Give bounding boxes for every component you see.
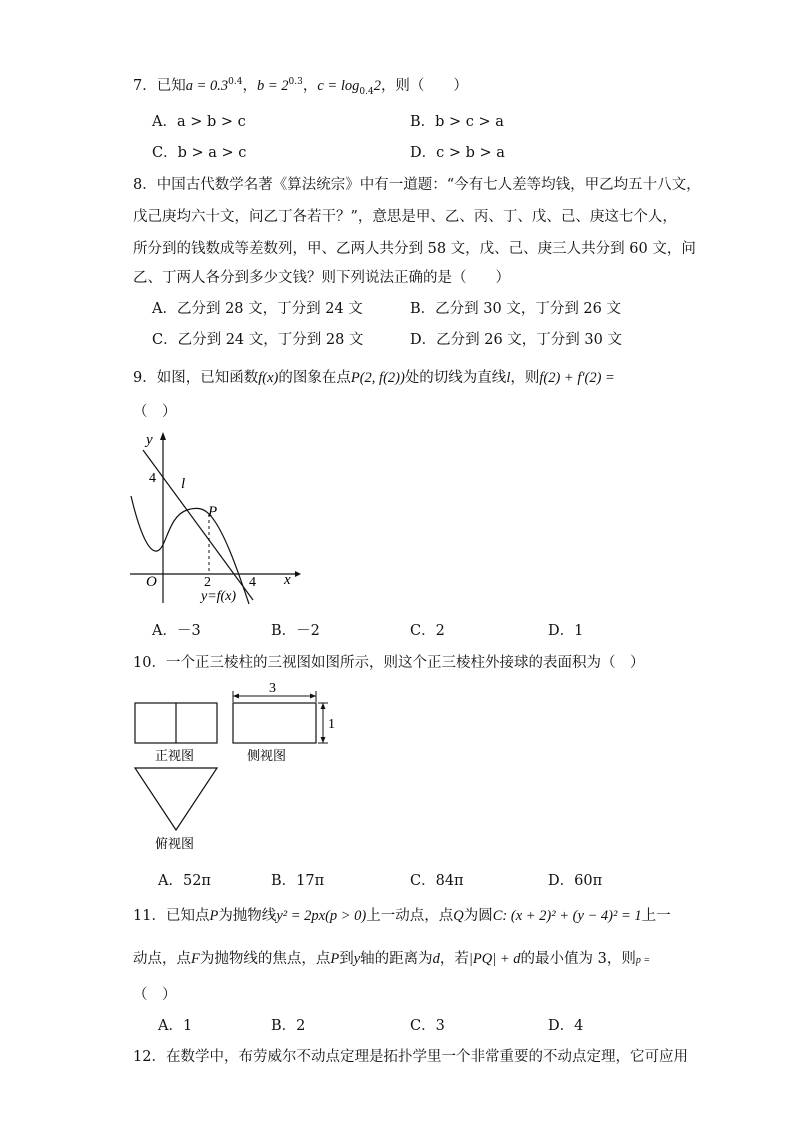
q11-expr: |PQ| + d	[468, 951, 521, 967]
graph-l-label: l	[181, 476, 186, 492]
q10-option-c[interactable]: C．84π	[410, 873, 464, 889]
q7-expr-b: b = 2	[256, 78, 289, 94]
q11-option-b[interactable]: B．2	[271, 1018, 306, 1034]
q9-stem	[133, 366, 615, 387]
q11-text-k: 的最小值为 3，则	[520, 951, 636, 967]
q7-sub-c: 0.4	[359, 86, 374, 97]
q7-option-d[interactable]: D．c > b > a	[410, 145, 505, 161]
q7-option-b[interactable]: B．b > c > a	[410, 114, 504, 130]
graph-y-label: y	[146, 432, 153, 448]
q11-p: P	[209, 908, 219, 924]
q12-line-1: 12．在数学中，布劳威尔不动点定理是拓扑学里一个非常重要的不动点定理，它可应用	[133, 1049, 688, 1065]
q8-line-3: 所分到的钱数成等差数列，甲、乙两人共分到 58 文，戊、己、庚三人共分到 60 文，问	[133, 241, 696, 257]
q11-f: F	[191, 951, 200, 967]
dim-width-label: 3	[269, 681, 276, 696]
q11-text-g: 为抛物线的焦点，点	[199, 951, 331, 967]
graph-tick-y4: 4	[149, 471, 156, 486]
top-view-triangle	[135, 768, 217, 830]
q7-option-a[interactable]: A．a > b > c	[152, 114, 246, 130]
graph-tick-x4: 4	[249, 575, 256, 590]
q10-option-b[interactable]: B．17π	[271, 873, 325, 889]
q9-expr: f(2) + f′(2) =	[539, 370, 615, 386]
x-axis-arrow-icon	[295, 571, 301, 577]
q11-circle: C: (x + 2)² + (y − 4)² = 1	[492, 908, 642, 924]
q7-stem-text: 7．已知	[133, 78, 186, 94]
q7-sep1: ，	[242, 78, 257, 94]
side-view-rect	[233, 703, 316, 743]
q9-option-c[interactable]: C．2	[410, 623, 445, 639]
q11-option-d[interactable]: D．4	[548, 1018, 584, 1034]
q9-point: P(2, f(2))	[350, 370, 405, 386]
q11-yaxis: y	[353, 951, 361, 967]
q7-sep2: ，	[302, 78, 318, 94]
q9-option-a[interactable]: A．－3	[152, 623, 201, 639]
side-view-label: 侧视图	[247, 748, 287, 763]
q11-text-e: 上一	[641, 908, 671, 924]
q8-line-2: 戊己庚均六十文，问乙丁各若干？”，意思是甲、乙、丙、丁、戊、己、庚这七个人，	[133, 209, 677, 225]
q8-option-d[interactable]: D．乙分到 26 文，丁分到 30 文	[410, 332, 622, 348]
q10-three-views	[130, 678, 340, 858]
q11-parabola: y² = 2px(p > 0)	[276, 908, 367, 924]
q11-p2: P	[330, 951, 340, 967]
top-view-label: 俯视图	[155, 836, 195, 851]
q11-text-i: 轴的距离为	[360, 951, 433, 967]
graph-curve-label: y=f(x)	[201, 589, 237, 604]
q11-text-d: 为圆	[463, 908, 493, 924]
q9-text-a: 9．如图，已知函数	[133, 370, 259, 386]
q9-text-d: ，则	[510, 370, 540, 386]
q7-expr-a: a = 0.3	[185, 78, 229, 94]
q11-text-b: 为抛物线	[218, 908, 277, 924]
dim-arrow-left-icon	[233, 694, 239, 699]
q9-text-b: 的图象在点	[278, 370, 351, 386]
q11-text-f: 动点，点	[133, 951, 191, 967]
q8-line-1: 8．中国古代数学名著《算法统宗》中有一道题：“今有七人差等均钱，甲乙均五十八文，	[133, 177, 701, 193]
q9-option-d[interactable]: D．1	[548, 623, 584, 639]
q9-text-c: 处的切线为直线	[404, 370, 507, 386]
q9-paren: （ ）	[133, 404, 177, 420]
graph-origin-label: O	[146, 574, 157, 590]
q9-fx: f(x)	[258, 370, 279, 386]
q7-option-c[interactable]: C．b > a > c	[152, 145, 247, 161]
q9-graph	[125, 428, 305, 608]
q11-text-j: ，若	[439, 951, 469, 967]
q7-stem	[133, 74, 468, 97]
front-view-label: 正视图	[155, 748, 195, 763]
q11-line-2	[133, 947, 650, 968]
q7-expr-c: c = log	[317, 78, 360, 94]
q11-line-1	[133, 904, 671, 925]
q10-option-a[interactable]: A．52π	[158, 873, 211, 889]
q8-option-b[interactable]: B．乙分到 30 文，丁分到 26 文	[410, 301, 621, 317]
q11-text-h: 到	[339, 951, 354, 967]
q11-d: d	[432, 951, 440, 967]
q9-option-b[interactable]: B．－2	[271, 623, 320, 639]
q7-tail: ，则（ ）	[380, 78, 468, 94]
q11-q: Q	[453, 908, 464, 924]
q11-option-c[interactable]: C．3	[410, 1018, 445, 1034]
q10-stem: 10．一个正三棱柱的三视图如图所示，则这个正三棱柱外接球的表面积为（ ）	[133, 655, 645, 671]
q7-expr-c2: 2	[373, 78, 381, 94]
dim-arrow-top-icon	[321, 703, 326, 709]
q11-option-a[interactable]: A．1	[158, 1018, 193, 1034]
q11-text-a: 11．已知点	[133, 908, 210, 924]
y-axis-arrow-icon	[160, 432, 166, 440]
dim-arrow-bottom-icon	[321, 737, 326, 743]
q7-exp-a: 0.4	[228, 77, 243, 88]
graph-p-label: P	[208, 504, 218, 520]
q11-pe: p =	[635, 955, 651, 966]
graph-x-label: x	[284, 572, 291, 588]
q8-line-4: 乙、丁两人各分到多少文钱？则下列说法正确的是（ ）	[133, 270, 510, 286]
dim-arrow-right-icon	[310, 694, 316, 699]
tangent-line-l	[143, 450, 253, 600]
q7-exp-b: 0.3	[288, 77, 303, 88]
q8-option-c[interactable]: C．乙分到 24 文，丁分到 28 文	[152, 332, 364, 348]
q9-l: l	[506, 370, 511, 386]
dim-height-label: 1	[328, 717, 335, 732]
q10-option-d[interactable]: D．60π	[548, 873, 603, 889]
q11-text-c: 上一动点，点	[366, 908, 454, 924]
graph-tick-x2: 2	[204, 575, 211, 590]
q8-option-a[interactable]: A．乙分到 28 文，丁分到 24 文	[152, 301, 363, 317]
q11-paren: （ ）	[133, 987, 177, 1003]
